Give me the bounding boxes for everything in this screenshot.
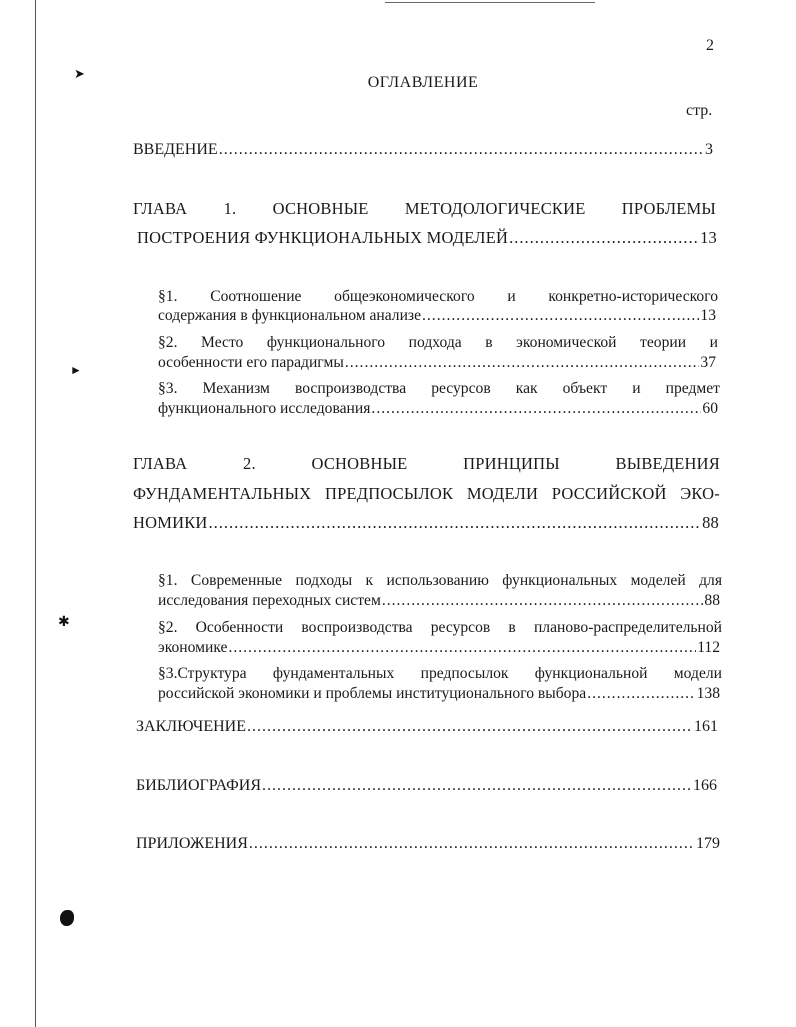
page-number: 2 (706, 37, 714, 54)
toc-leader-dots (371, 399, 701, 419)
toc-leader-dots (209, 513, 702, 533)
toc-entry-label: ПРИЛОЖЕНИЯ (136, 835, 248, 852)
toc-entry-label: экономике (158, 639, 228, 656)
toc-leader-dots (219, 140, 704, 160)
toc-section-1-3-title[interactable]: §3. Механизм воспроизводства ресурсов как объект и предмет (158, 380, 720, 397)
scan-speck-icon: ► (70, 363, 82, 377)
toc-entry-page: 13 (700, 228, 717, 247)
toc-entry-label: российской экономики и проблемы институционального выбора (158, 685, 587, 702)
toc-leader-dots (382, 591, 704, 611)
toc-entry-chapter-1[interactable] (137, 228, 717, 248)
toc-leader-dots (587, 684, 695, 704)
toc-entry-introduction[interactable] (133, 140, 713, 160)
toc-entry-label: НОМИКИ (133, 513, 208, 532)
toc-entry-section-2-2[interactable] (158, 638, 720, 658)
toc-entry-section-1-2[interactable] (158, 353, 716, 373)
toc-leader-dots (345, 353, 700, 373)
toc-section-2-3-title[interactable]: §3.Структура фундаментальных предпосылок функциональной модели (158, 665, 722, 682)
toc-entry-section-1-3[interactable] (158, 399, 718, 419)
toc-entry-page: 88 (702, 513, 719, 532)
toc-section-2-2-title[interactable]: §2. Особенности воспроизводства ресурсов в планово-распределительной (158, 619, 722, 636)
toc-section-1-1-title[interactable]: §1. Соотношение общеэкономического и конкретно-исторического (158, 288, 718, 305)
toc-entry-label: ВВЕДЕНИЕ (133, 141, 218, 158)
toc-entry-section-2-1[interactable] (158, 591, 720, 611)
toc-entry-label: содержания в функциональном анализе (158, 307, 421, 324)
toc-entry-label: исследования переходных систем (158, 592, 381, 609)
toc-leader-dots (247, 717, 693, 737)
toc-entry-page: 3 (705, 141, 713, 158)
toc-entry-label: функционального исследования (158, 400, 371, 417)
toc-leader-dots (422, 306, 699, 326)
toc-entry-page: 138 (696, 685, 720, 702)
toc-section-2-1-title[interactable]: §1. Современные подходы к использованию функциональных моделей для (158, 572, 722, 589)
toc-entry-label: особенности его парадигмы (158, 354, 344, 371)
toc-leader-dots (249, 834, 695, 854)
scan-border-left (35, 0, 36, 1027)
scan-speck-icon: ➤ (74, 66, 85, 81)
toc-entry-conclusion[interactable] (136, 717, 718, 737)
toc-section-1-2-title[interactable]: §2. Место функционального подхода в экономической теории и (158, 334, 718, 351)
page-column-label: стр. (686, 102, 713, 119)
toc-entry-page: 37 (700, 354, 716, 371)
toc-entry-section-1-1[interactable] (158, 306, 716, 326)
toc-entry-page: 112 (697, 639, 720, 656)
toc-entry-label: ЗАКЛЮЧЕНИЕ (136, 718, 246, 735)
toc-entry-page: 166 (693, 777, 717, 794)
toc-entry-page: 161 (694, 718, 718, 735)
toc-entry-page: 179 (696, 835, 720, 852)
toc-leader-dots (509, 228, 699, 248)
toc-entry-label: БИБЛИОГРАФИЯ (136, 777, 262, 794)
toc-leader-dots (228, 638, 696, 658)
scan-blot-icon (60, 910, 74, 926)
scan-border-top (385, 2, 595, 3)
toc-chapter-1-title[interactable]: ГЛАВА 1. ОСНОВНЫЕ МЕТОДОЛОГИЧЕСКИЕ ПРОБЛЕМЫ (133, 199, 716, 218)
toc-entry-page: 88 (704, 592, 720, 609)
toc-entry-label: ПОСТРОЕНИЯ ФУНКЦИОНАЛЬНЫХ МОДЕЛЕЙ (137, 228, 509, 247)
toc-entry-bibliography[interactable] (136, 776, 717, 796)
toc-entry-section-2-3[interactable] (158, 684, 720, 704)
toc-entry-chapter-2[interactable] (133, 513, 719, 533)
toc-entry-appendices[interactable] (136, 834, 720, 854)
scan-speck-icon: ✱ (58, 615, 70, 630)
toc-entry-page: 60 (702, 400, 718, 417)
page-title: ОГЛАВЛЕНИЕ (367, 74, 479, 91)
toc-leader-dots (262, 776, 692, 796)
toc-chapter-2-title-line2[interactable]: ФУНДАМЕНТАЛЬНЫХ ПРЕДПОСЫЛОК МОДЕЛИ РОССИЙСКОЙ ЭКО- (133, 484, 720, 503)
toc-chapter-2-title[interactable]: ГЛАВА 2. ОСНОВНЫЕ ПРИНЦИПЫ ВЫВЕДЕНИЯ (133, 454, 720, 473)
toc-entry-page: 13 (700, 307, 716, 324)
